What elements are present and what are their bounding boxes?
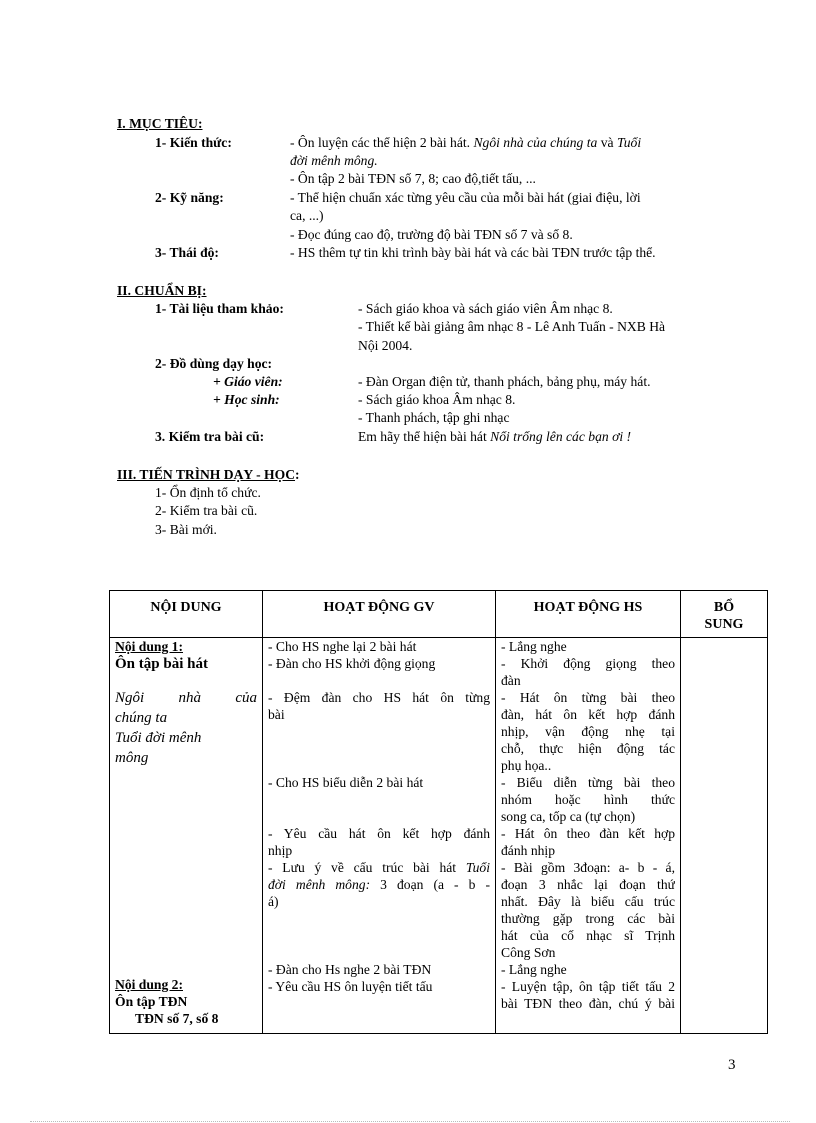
hs-line: - Luyện tập, ôn tập tiết tấu 2: [501, 979, 675, 994]
gv-line: - Đệm đàn cho HS hát ôn từng: [268, 690, 490, 705]
hs-line: - Hát ôn từng bài theo: [501, 690, 675, 705]
gv-line: - Lưu ý về cấu trúc bài hát Tuổi: [268, 860, 490, 875]
kiem-tra-line-1: Em hãy thể hiện bài hát Nổi trống lên các bạn ơi !: [358, 429, 632, 444]
tai-lieu-line-1: - Sách giáo khoa và sách giáo viên Âm nhạc 8.: [358, 301, 613, 316]
hs-line: - Biểu diễn từng bài theo: [501, 775, 675, 790]
kien-thuc-line-2: đời mênh mông.: [290, 153, 378, 168]
noi-dung-1-title: Ôn tập bài hát: [115, 656, 208, 672]
ky-nang-line-2: ca, ...): [290, 208, 324, 223]
song-2-line-2: mông: [115, 750, 149, 766]
noi-dung-1-label: Nội dung 1:: [115, 639, 183, 654]
hoc-sinh-line-2: - Thanh phách, tập ghi nhạc: [358, 410, 510, 425]
header-bo-sung: BỔ SUNG: [681, 591, 768, 638]
section-3-heading: III. TIẾN TRÌNH DẠY - HỌC:: [117, 467, 300, 482]
teacher-activity-cell: [263, 638, 496, 1034]
hoc-sinh-line-1: - Sách giáo khoa Âm nhạc 8.: [358, 392, 516, 407]
step-3: 3- Bài mới.: [155, 522, 217, 537]
song-2-line-1: Tuổi đời mênh: [115, 730, 202, 746]
tai-lieu-line-2: - Thiết kế bài giảng âm nhạc 8 - Lê Anh Tuấn - NXB Hà: [358, 319, 666, 334]
noi-dung-2-label: Nội dung 2:: [115, 977, 183, 992]
kien-thuc-line-1: - Ôn luyện các thể hiện 2 bài hát. Ngôi nhà của chúng ta và Tuổi: [290, 135, 642, 150]
gv-line: á): [268, 894, 279, 909]
hs-line: chỗ, thực hiện động tác: [501, 741, 675, 756]
giao-vien-label: + Giáo viên:: [213, 374, 283, 389]
gv-line: - Cho HS biểu diễn 2 bài hát: [268, 775, 424, 790]
thai-do-line-1: - HS thêm tự tin khi trình bày bài hát và các bài TĐN trước tập thể.: [290, 245, 656, 260]
ky-nang-line-1: - Thể hiện chuẩn xác từng yêu cầu của mỗi bài hát (giai điệu, lời: [290, 190, 641, 205]
song-1-line-2: chúng ta: [115, 710, 168, 726]
giao-vien-line-1: - Đàn Organ điện tử, thanh phách, bảng phụ, máy hát.: [358, 374, 651, 389]
gv-line: - Cho HS nghe lại 2 bài hát: [268, 639, 417, 654]
hs-line: song ca, tốp ca (tự chọn): [501, 809, 636, 824]
tai-lieu-label: 1- Tài liệu tham khảo:: [155, 301, 284, 316]
hs-line: nhóm hoặc hình thức: [501, 792, 675, 807]
lesson-table: [109, 590, 768, 1034]
step-1: 1- Ổn định tổ chức.: [155, 485, 261, 500]
hs-line: - Lắng nghe: [501, 962, 567, 977]
hs-line: - Bài gồm 3đoạn: a- b - á,: [501, 860, 675, 875]
song-1-line-1: Ngôi nhà của: [115, 690, 257, 706]
supplement-cell: [681, 638, 768, 1034]
ky-nang-line-3: - Đọc đúng cao độ, trường độ bài TĐN số 7 và số 8.: [290, 227, 573, 242]
gv-line: - Đàn cho HS khởi động giọng: [268, 656, 436, 671]
hs-line: đàn, hát ôn kết hợp đánh: [501, 707, 675, 722]
step-2: 2- Kiểm tra bài cũ.: [155, 503, 258, 518]
hs-line: - Lắng nghe: [501, 639, 567, 654]
header-hoat-dong-gv: HOẠT ĐỘNG GV: [263, 591, 496, 638]
hs-line: đánh nhịp: [501, 843, 555, 858]
gv-line: - Đàn cho Hs nghe 2 bài TĐN: [268, 962, 432, 977]
content-cell: [110, 638, 263, 1034]
hs-line: đoạn 3 nhắc lại đoạn thứ: [501, 877, 675, 892]
gv-line: bài: [268, 707, 285, 722]
student-activity-cell: [496, 638, 681, 1034]
ky-nang-label: 2- Kỹ năng:: [155, 190, 224, 205]
hs-line: nhất. Đây là biểu cấu trúc: [501, 894, 675, 909]
hs-line: - Hát ôn theo đàn kết hợp: [501, 826, 675, 841]
hs-line: hát của cố nhạc sĩ Trịnh: [501, 928, 675, 943]
table-row: [110, 638, 768, 1034]
section-2-heading: II. CHUẨN BỊ:: [117, 283, 207, 298]
noi-dung-2-title: Ôn tập TĐN: [115, 994, 188, 1009]
kien-thuc-label: 1- Kiến thức:: [155, 135, 232, 150]
do-dung-label: 2- Đồ dùng dạy học:: [155, 356, 273, 371]
thai-do-label: 3- Thái độ:: [155, 245, 219, 260]
header-hoat-dong-hs: HOẠT ĐỘNG HS: [496, 591, 681, 638]
hoc-sinh-label: + Học sinh:: [213, 392, 280, 407]
page-bottom-divider: [30, 1121, 790, 1122]
tai-lieu-line-3: Nội 2004.: [358, 338, 413, 353]
gv-line: - Yêu cầu HS ôn luyện tiết tấu: [268, 979, 433, 994]
section-1-heading: I. MỤC TIÊU:: [117, 116, 203, 131]
gv-line: đời mênh mông: 3 đoạn (a - b -: [268, 877, 490, 892]
hs-line: đàn: [501, 673, 521, 688]
hs-line: Công Sơn: [501, 945, 556, 960]
hs-line: nhịp, vận động nhẹ tại: [501, 724, 675, 739]
hs-line: bài TĐN theo đàn, chú ý bài: [501, 996, 675, 1011]
gv-line: nhịp: [268, 843, 293, 858]
table-header-row: [110, 591, 768, 638]
kien-thuc-line-3: - Ôn tập 2 bài TĐN số 7, 8; cao độ,tiết tấu, ...: [290, 171, 536, 186]
header-noi-dung: NỘI DUNG: [110, 591, 263, 638]
page-number: 3: [728, 1057, 736, 1073]
kiem-tra-label: 3. Kiểm tra bài cũ:: [155, 429, 265, 444]
gv-line: - Yêu cầu hát ôn kết hợp đánh: [268, 826, 490, 841]
hs-line: phụ họa..: [501, 758, 552, 773]
hs-line: - Khởi động giọng theo: [501, 656, 675, 671]
hs-line: thường gặp trong các bài: [501, 911, 675, 926]
noi-dung-2-sub: TĐN số 7, số 8: [135, 1011, 219, 1026]
